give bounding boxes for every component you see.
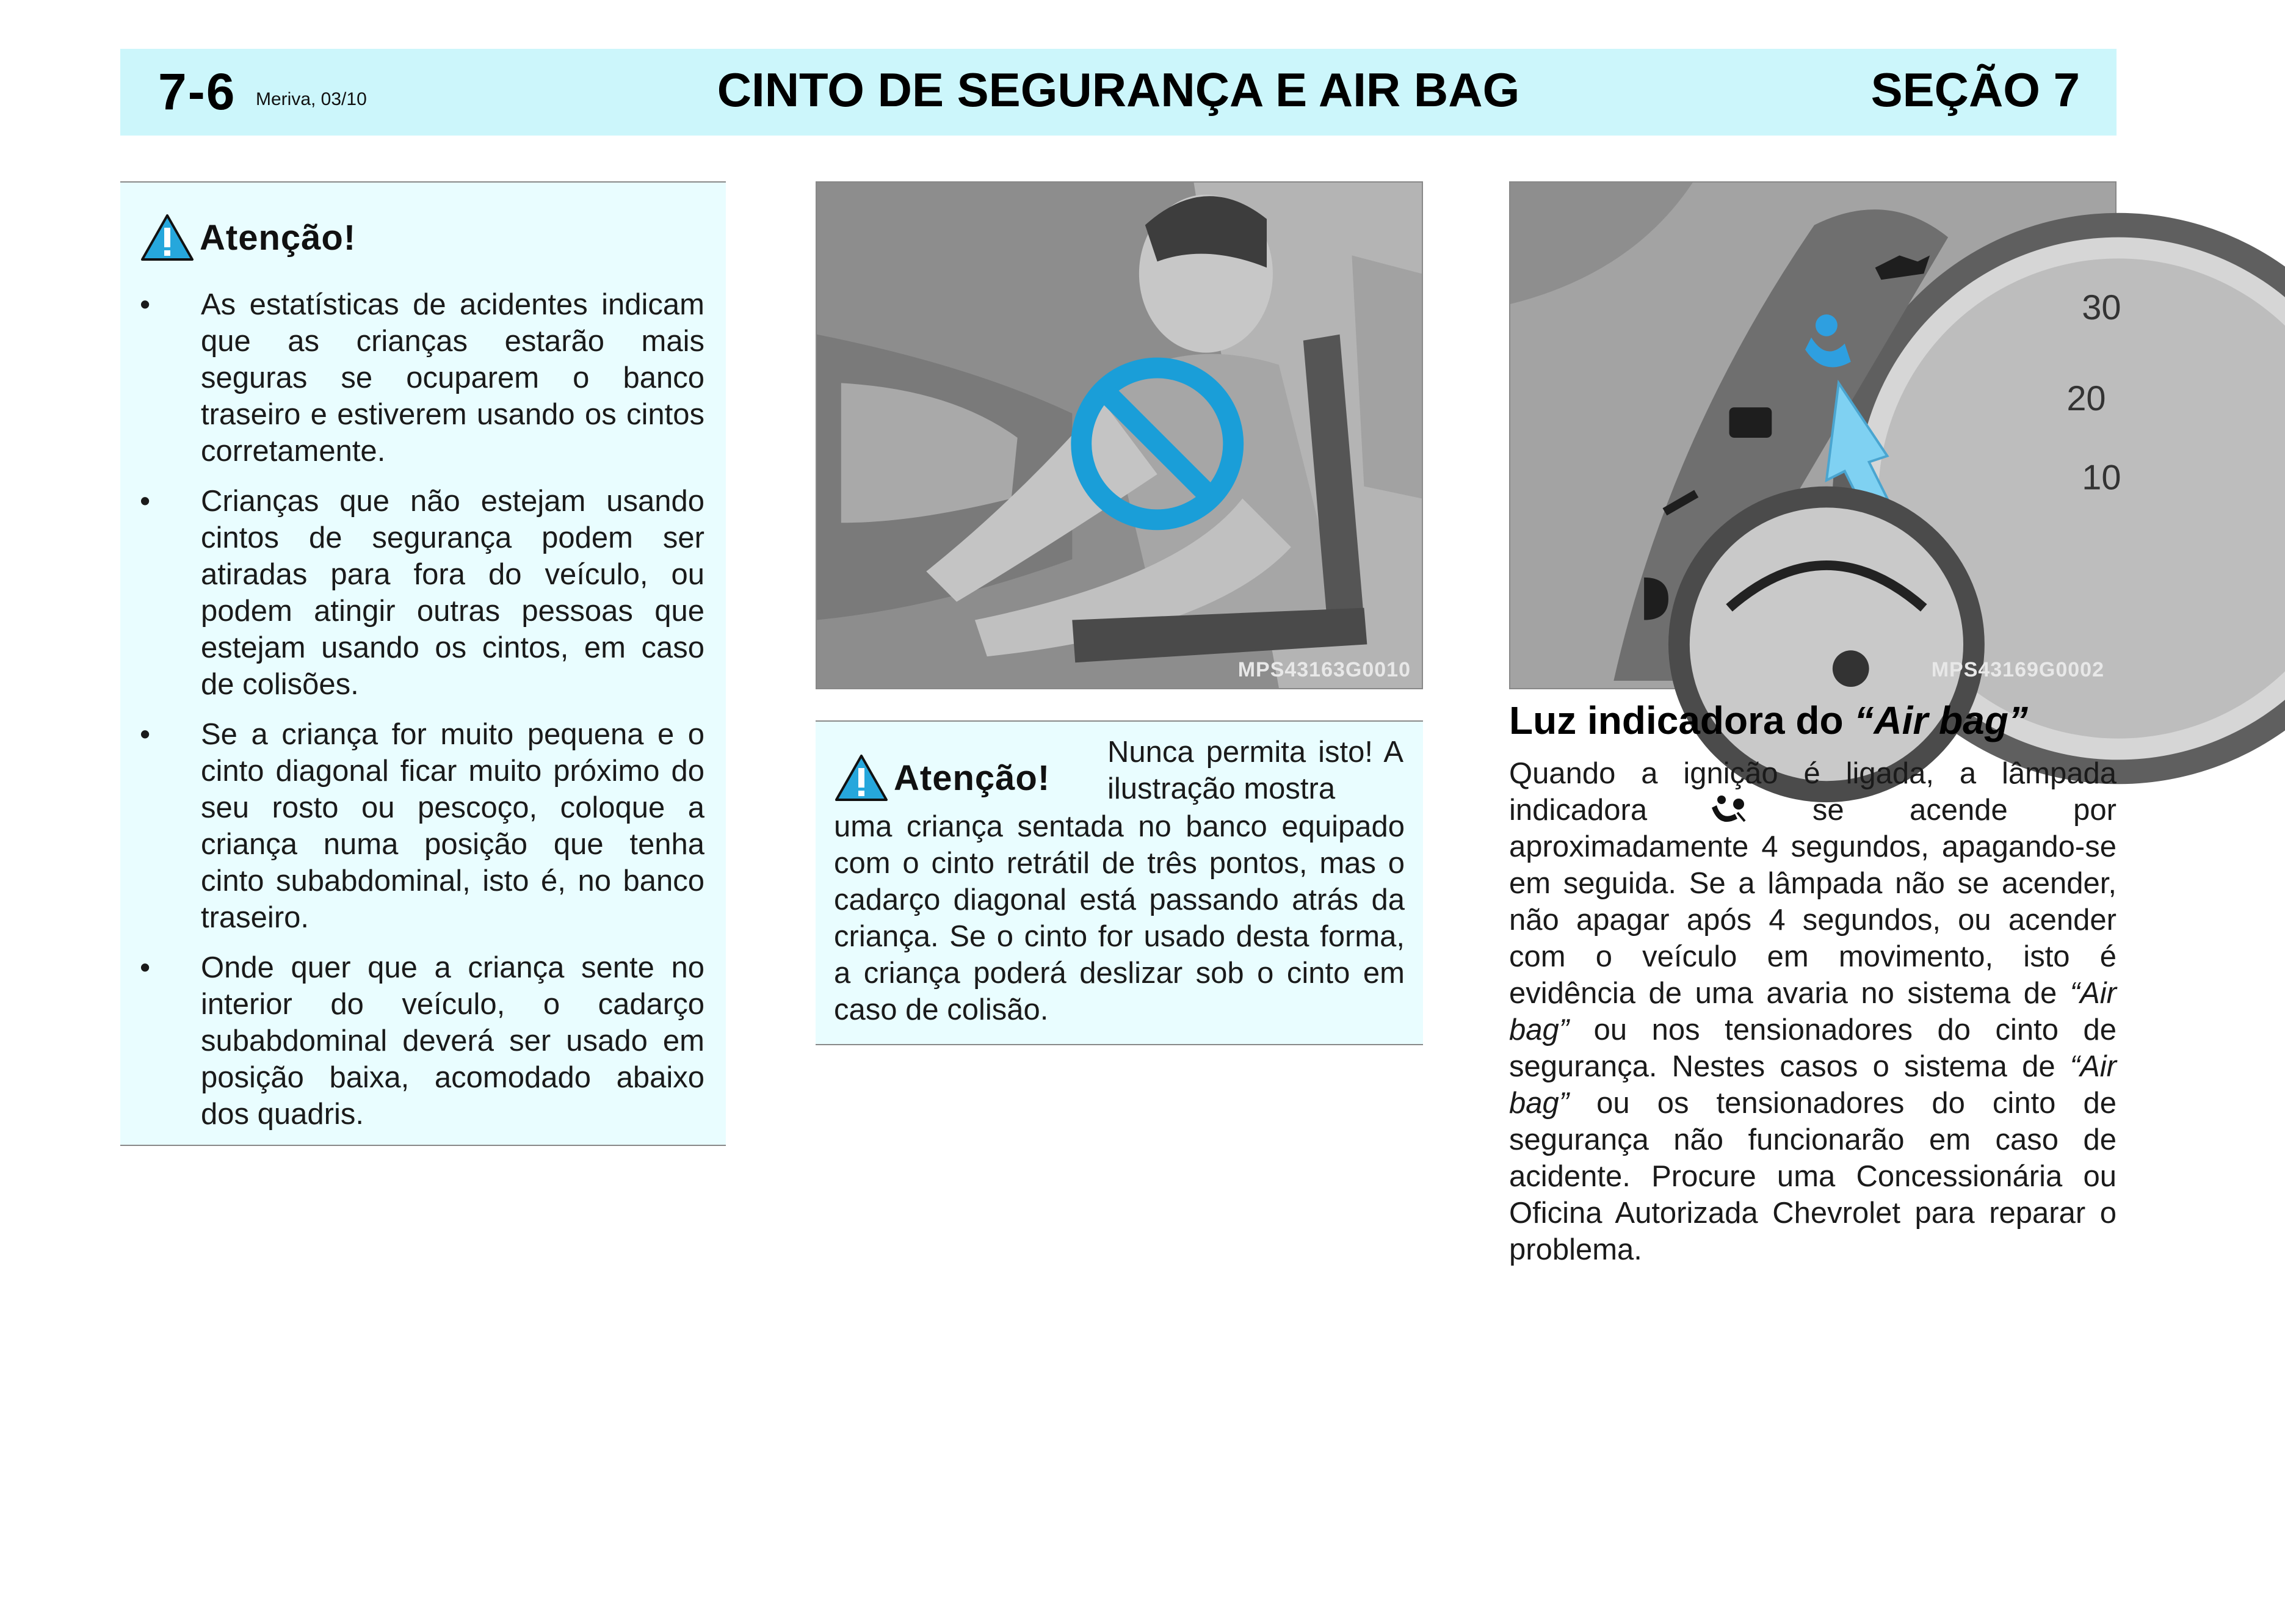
instrument-cluster-photo <box>1509 181 2121 689</box>
edition-label: Meriva, 03/10 <box>256 89 367 109</box>
warning-heading <box>140 207 356 268</box>
section-label: SEÇÃO 7 <box>1870 63 2080 117</box>
warning-box-children <box>120 181 726 1146</box>
warning-body-text: uma criança sentada no banco equipado com o cinto retrátil de três pontos, mas o cadarço diagonal está passando atrás da criança. Se o cinto for usado desta forma, a criança poderá deslizar sob o cinto em caso de colisão. <box>834 810 1405 1026</box>
page-number: 7-6 <box>158 63 236 120</box>
child-seatbelt-photo <box>816 181 1423 689</box>
gauge-label: 30 <box>2082 288 2121 327</box>
warning-heading <box>834 747 1050 808</box>
figure-code: MPS43169G0002 <box>1931 658 2104 681</box>
list-item: • As estatísticas de acidentes indicam que as crianças estarão mais seguras se ocuparem o banco traseiro e estiverem usando os cintos corretamente. <box>140 288 704 468</box>
warning-lead-text: Nunca permita isto! A ilustração mostra <box>1107 736 1403 805</box>
warning-title: Atenção! <box>200 217 357 258</box>
chapter-title: CINTO DE SEGURANÇA E AIR BAG <box>717 63 1520 117</box>
list-item: • Onde quer que a criança sente no interior do veículo, o cadarço subabdominal deverá ser usado em posição baixa, acomodado abaixo dos quadris. <box>140 951 704 1131</box>
airbag-light-paragraph: Quando a ignição é ligada, a lâmpada indicadora se acende por aproximadamente 4 segundos, apagando-se em seguida. Se a lâmpada não se acender, não apagar após 4 segundos, ou acender com o veículo em movimento, isto é evidência de uma avaria no sistema de “Air bag” ou nos tensionadores do cinto de segurança. Nestes casos o sistema de “Air bag” ou os tensionadores do cinto de segurança não funcionarão em caso de acidente. Procure uma Concessionária ou Oficina Autorizada Chevrolet para reparar o problema. <box>1509 757 2117 1266</box>
warning-title: Atenção! <box>894 758 1051 798</box>
airbag-indicator-icon <box>1713 794 1747 825</box>
gauge-tick-labels <box>1510 183 2121 688</box>
list-item: • Crianças que não estejam usando cintos de segurança podem ser atiradas para fora do veículo, ou podem atingir outras pessoas que estejam usando os cintos, em caso de colisões. <box>140 485 704 701</box>
warning-box-belt-behind <box>816 720 1423 1045</box>
child-seatbelt-illustration <box>817 183 1422 688</box>
figure-code: MPS43163G0010 <box>1237 658 1411 681</box>
warning-bullet-list <box>140 286 704 1146</box>
page-header <box>120 49 2117 136</box>
warning-triangle-icon <box>140 213 195 262</box>
list-item: • Se a criança for muito pequena e o cinto diagonal ficar muito próximo do seu rosto ou pescoço, coloque a criança numa posição que tenha cinto subabdominal, isto é, no banco traseiro. <box>140 718 704 934</box>
warning-triangle-icon <box>834 753 889 802</box>
airbag-light-heading: Luz indicadora do “Air bag” <box>1509 698 2028 742</box>
gauge-label: 20 <box>2066 379 2106 419</box>
gauge-label: 10 <box>2082 458 2121 498</box>
